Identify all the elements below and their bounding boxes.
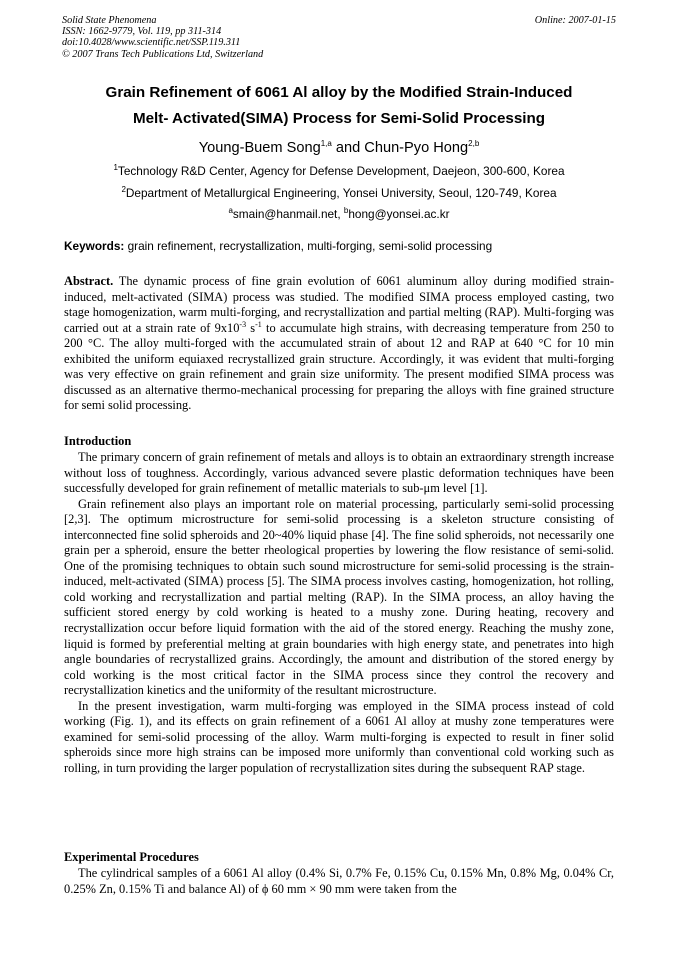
- online-date: Online: 2007-01-15: [534, 15, 616, 26]
- affiliation-2-text: Department of Metallurgical Engineering, Yonsei University, Seoul, 120-749, Korea: [125, 186, 557, 200]
- abstract-exponent-2: -1: [255, 319, 262, 329]
- abstract: [64, 274, 614, 414]
- abstract-text-2: s: [246, 320, 256, 335]
- journal-copyright: © 2007 Trans Tech Publications Ltd, Switzerland: [62, 48, 264, 60]
- author-1: Young-Buem Song: [198, 140, 321, 156]
- email-b: hong@yonsei.ac.kr: [348, 207, 450, 221]
- keywords-label: Keywords:: [64, 239, 125, 253]
- author-list: [40, 138, 638, 158]
- abstract-exponent-1: -3: [239, 319, 247, 329]
- email-b-mark: b: [343, 206, 349, 216]
- journal-issn: ISSN: 1662-9779, Vol. 119, pp 311-314: [62, 26, 222, 38]
- introduction-heading: Introduction: [64, 434, 132, 448]
- author-conjunction: and: [331, 140, 365, 156]
- introduction-paragraph-2: Grain refinement also plays an important role on material processing, particularly semi-solid processing [2,3]. The optimum microstructure for semi-solid processing is a skeleton structure consisting of interconnected fine solid spheroids and 20~40% liquid phase [4]. The fine solid spheroids, not necessarily one grain per a spheroid, ensure the better rheological properties by lowering the flow resistance of semi-solid. One of the promising techniques to obtain such sound microstructure for semi-solid processing is the strain-induced, melt-activated (SIMA) process [5]. The SIMA process involves casting, homogenization, hot rolling, cold working and recrystallization and partial melting (RAP). In the SIMA process, an alloy having the sufficient stored energy by cold working is heated to a mushy zone. During heating, recovery and recrystallization occur before liquid formation with the aid of the stored energy. Reaching the mushy zone, liquid is formed by preferential melting at grain boundaries with high energy state, and penetrates into high angle boundaries of recrystallized grains. Accordingly, the amount and distribution of the stored energy by cold working is the most critical factor in the SIMA process since they control the recovery and recrystallization kinetics and the uniformity of the resultant microstructure.: [64, 496, 614, 698]
- affiliation-2-mark: 2: [121, 185, 126, 195]
- introduction-body: [64, 450, 614, 776]
- journal-doi: doi:10.4028/www.scientific.net/SSP.119.311: [62, 37, 241, 49]
- introduction-paragraph-3: In the present investigation, warm multi-forging was employed in the SIMA process instead of cold working (Fig. 1), and its effects on grain refinement of a 6061 Al alloy at mushy zone temperatures were examined for semi-solid processing of the alloy. Warm multi-forging is expected to result in finer solid spheroids since more high strains can be imposed more uniformly than conventional cold working such as rolling, in turn providing the larger population of recrystallization sites during the subsequent RAP stage.: [64, 698, 614, 775]
- affiliation-1-text: Technology R&D Center, Agency for Defense Development, Daejeon, 300-600, Korea: [117, 164, 565, 178]
- journal-header: [62, 15, 263, 60]
- abstract-text-1: The dynamic process of fine grain evolution of 6061 aluminum alloy during modified strain-induced, melt-activated (SIMA) process was studied. The modified SIMA process employed casting, two stage homogenization, warm multi-forging, and recrystallization and partial melting (RAP). Multi-forging was carried out at a strain rate of 9x10: [64, 274, 614, 335]
- email-a: smain@hanmail.net,: [232, 207, 344, 221]
- keywords-text: grain refinement, recrystallization, multi-forging, semi-solid processing: [124, 239, 493, 253]
- author-1-affiliation-mark: 1,a: [320, 139, 332, 149]
- author-2-affiliation-mark: 2,b: [468, 139, 480, 149]
- journal-name: Solid State Phenomena: [62, 15, 157, 26]
- title-line-1: Grain Refinement of 6061 Al alloy by the Modified Strain-Induced: [105, 84, 573, 101]
- introduction-paragraph-1: The primary concern of grain refinement of metals and alloys is to obtain an extraordinary strength increase without loss of toughness. Accordingly, various advanced severe plastic deformation techniques have been successfully developed for grain refinement of metallic materials to sub-μm level [1].: [64, 450, 614, 496]
- experimental-heading: Experimental Procedures: [64, 850, 199, 864]
- affiliation-2: [40, 185, 638, 201]
- affiliation-1: [40, 163, 638, 179]
- abstract-paragraph: [64, 274, 614, 414]
- title-line-2: Melt- Activated(SIMA) Process for Semi-Solid Processing: [132, 110, 546, 127]
- abstract-text-3: to accumulate high strains, with decreasing temperature from 250 to 200 °C. The alloy multi-forged with the accumulated strain of about 12 and RAP at 640 °C for 10 min exhibited the uniform equiaxed recrystallized grain structure. Accordingly, it was evident that multi-forging was very effective on grain refinement and grain size uniformity. The present modified SIMA process was discussed as an alternative thermo-mechanical processing for preparing the alloys with fine grained structure for semi solid processing.: [64, 320, 614, 413]
- author-emails: [40, 206, 638, 222]
- email-a-mark: a: [228, 206, 233, 216]
- affiliation-1-mark: 1: [113, 163, 118, 173]
- experimental-body: [64, 866, 614, 897]
- keywords: [64, 238, 624, 254]
- abstract-label: Abstract.: [64, 274, 114, 288]
- author-2: Chun-Pyo Hong: [364, 140, 469, 156]
- paper-title: [40, 80, 638, 132]
- experimental-paragraph-1: The cylindrical samples of a 6061 Al alloy (0.4% Si, 0.7% Fe, 0.15% Cu, 0.15% Mn, 0.8% Mg, 0.04% Cr, 0.25% Zn, 0.15% Ti and balance Al) of ϕ 60 mm × 90 mm were taken from the: [64, 866, 614, 896]
